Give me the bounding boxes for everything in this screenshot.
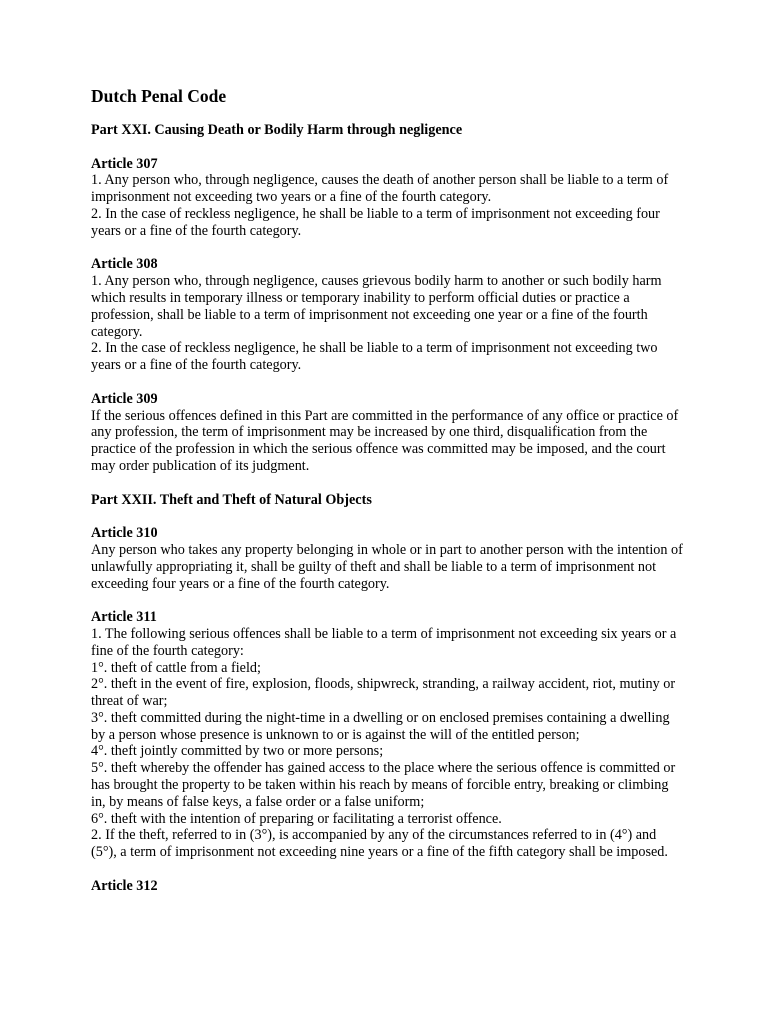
document-page <box>91 86 683 911</box>
article-heading: Article 312 <box>91 877 158 894</box>
article-paragraph: 1. Any person who, through negligence, causes the death of another person shall be liable to a term of imprisonment not exceeding two years or a fine of the fourth category. <box>91 172 669 206</box>
article-heading: Article 307 <box>91 155 158 172</box>
article-heading: Article 311 <box>91 609 157 626</box>
article-heading: Article 309 <box>91 390 158 407</box>
article-310 <box>91 525 683 592</box>
article-heading: Article 308 <box>91 256 158 273</box>
article-paragraph: 2. In the case of reckless negligence, he shall be liable to a term of imprisonment not exceeding two years or a fine of the fourth category. <box>91 340 658 374</box>
article-heading: Article 310 <box>91 525 158 542</box>
article-308 <box>91 256 683 374</box>
article-307 <box>91 156 683 240</box>
part-heading-xxi: Part XXI. Causing Death or Bodily Harm through negligence <box>91 122 463 138</box>
list-item: 3°. theft committed during the night-time in a dwelling or on enclosed premises containing a dwelling by a person whose presence is unknown to or is against the will of the entitled person; <box>91 709 670 743</box>
article-paragraph: If the serious offences defined in this Part are committed in the performance of any office or practice of any profession, the term of imprisonment may be increased by one third, disqualification from the practice of the profession in which the serious offence was committed may be imposed, and the court may order publication of its judgment. <box>91 407 679 474</box>
part-heading-xxii: Part XXII. Theft and Theft of Natural Objects <box>91 491 372 508</box>
list-item: 4°. theft jointly committed by two or more persons; <box>91 743 384 760</box>
article-309 <box>91 391 683 475</box>
list-item: 6°. theft with the intention of preparing or facilitating a terrorist offence. <box>91 810 502 827</box>
article-311 <box>91 609 683 861</box>
list-item: 2°. theft in the event of fire, explosion, floods, shipwreck, stranding, a railway accident, riot, mutiny or threat of war; <box>91 676 676 710</box>
article-paragraph: Any person who takes any property belonging in whole or in part to another person with the intention of unlawfully appropriating it, shall be guilty of theft and shall be liable to a term of imprisonment not exceeding four years or a fine of the fourth category. <box>91 541 683 592</box>
article-paragraph: 2. In the case of reckless negligence, he shall be liable to a term of imprisonment not exceeding four years or a fine of the fourth category. <box>91 205 660 239</box>
list-item: 1°. theft of cattle from a field; <box>91 659 261 676</box>
list-item: 5°. theft whereby the offender has gained access to the place where the serious offence is committed or has brought the property to be taken within his reach by means of forcible entry, breaking or climbing in, by means of false keys, a false order or a false uniform; <box>91 760 676 810</box>
article-paragraph: 1. The following serious offences shall be liable to a term of imprisonment not exceeding six years or a fine of the fourth category: <box>91 625 677 659</box>
document-title: Dutch Penal Code <box>91 86 227 106</box>
article-paragraph: 2. If the theft, referred to in (3°), is accompanied by any of the circumstances referred to in (4°) and (5°), a term of imprisonment not exceeding nine years or a fine of the fifth category shall be imposed. <box>91 827 668 861</box>
article-312 <box>91 878 683 895</box>
article-paragraph: 1. Any person who, through negligence, causes grievous bodily harm to another or such bodily harm which results in temporary illness or temporary inability to perform official duties or practice a profession, shall be liable to a term of imprisonment not exceeding one year or a fine of the fourth category. <box>91 273 662 340</box>
